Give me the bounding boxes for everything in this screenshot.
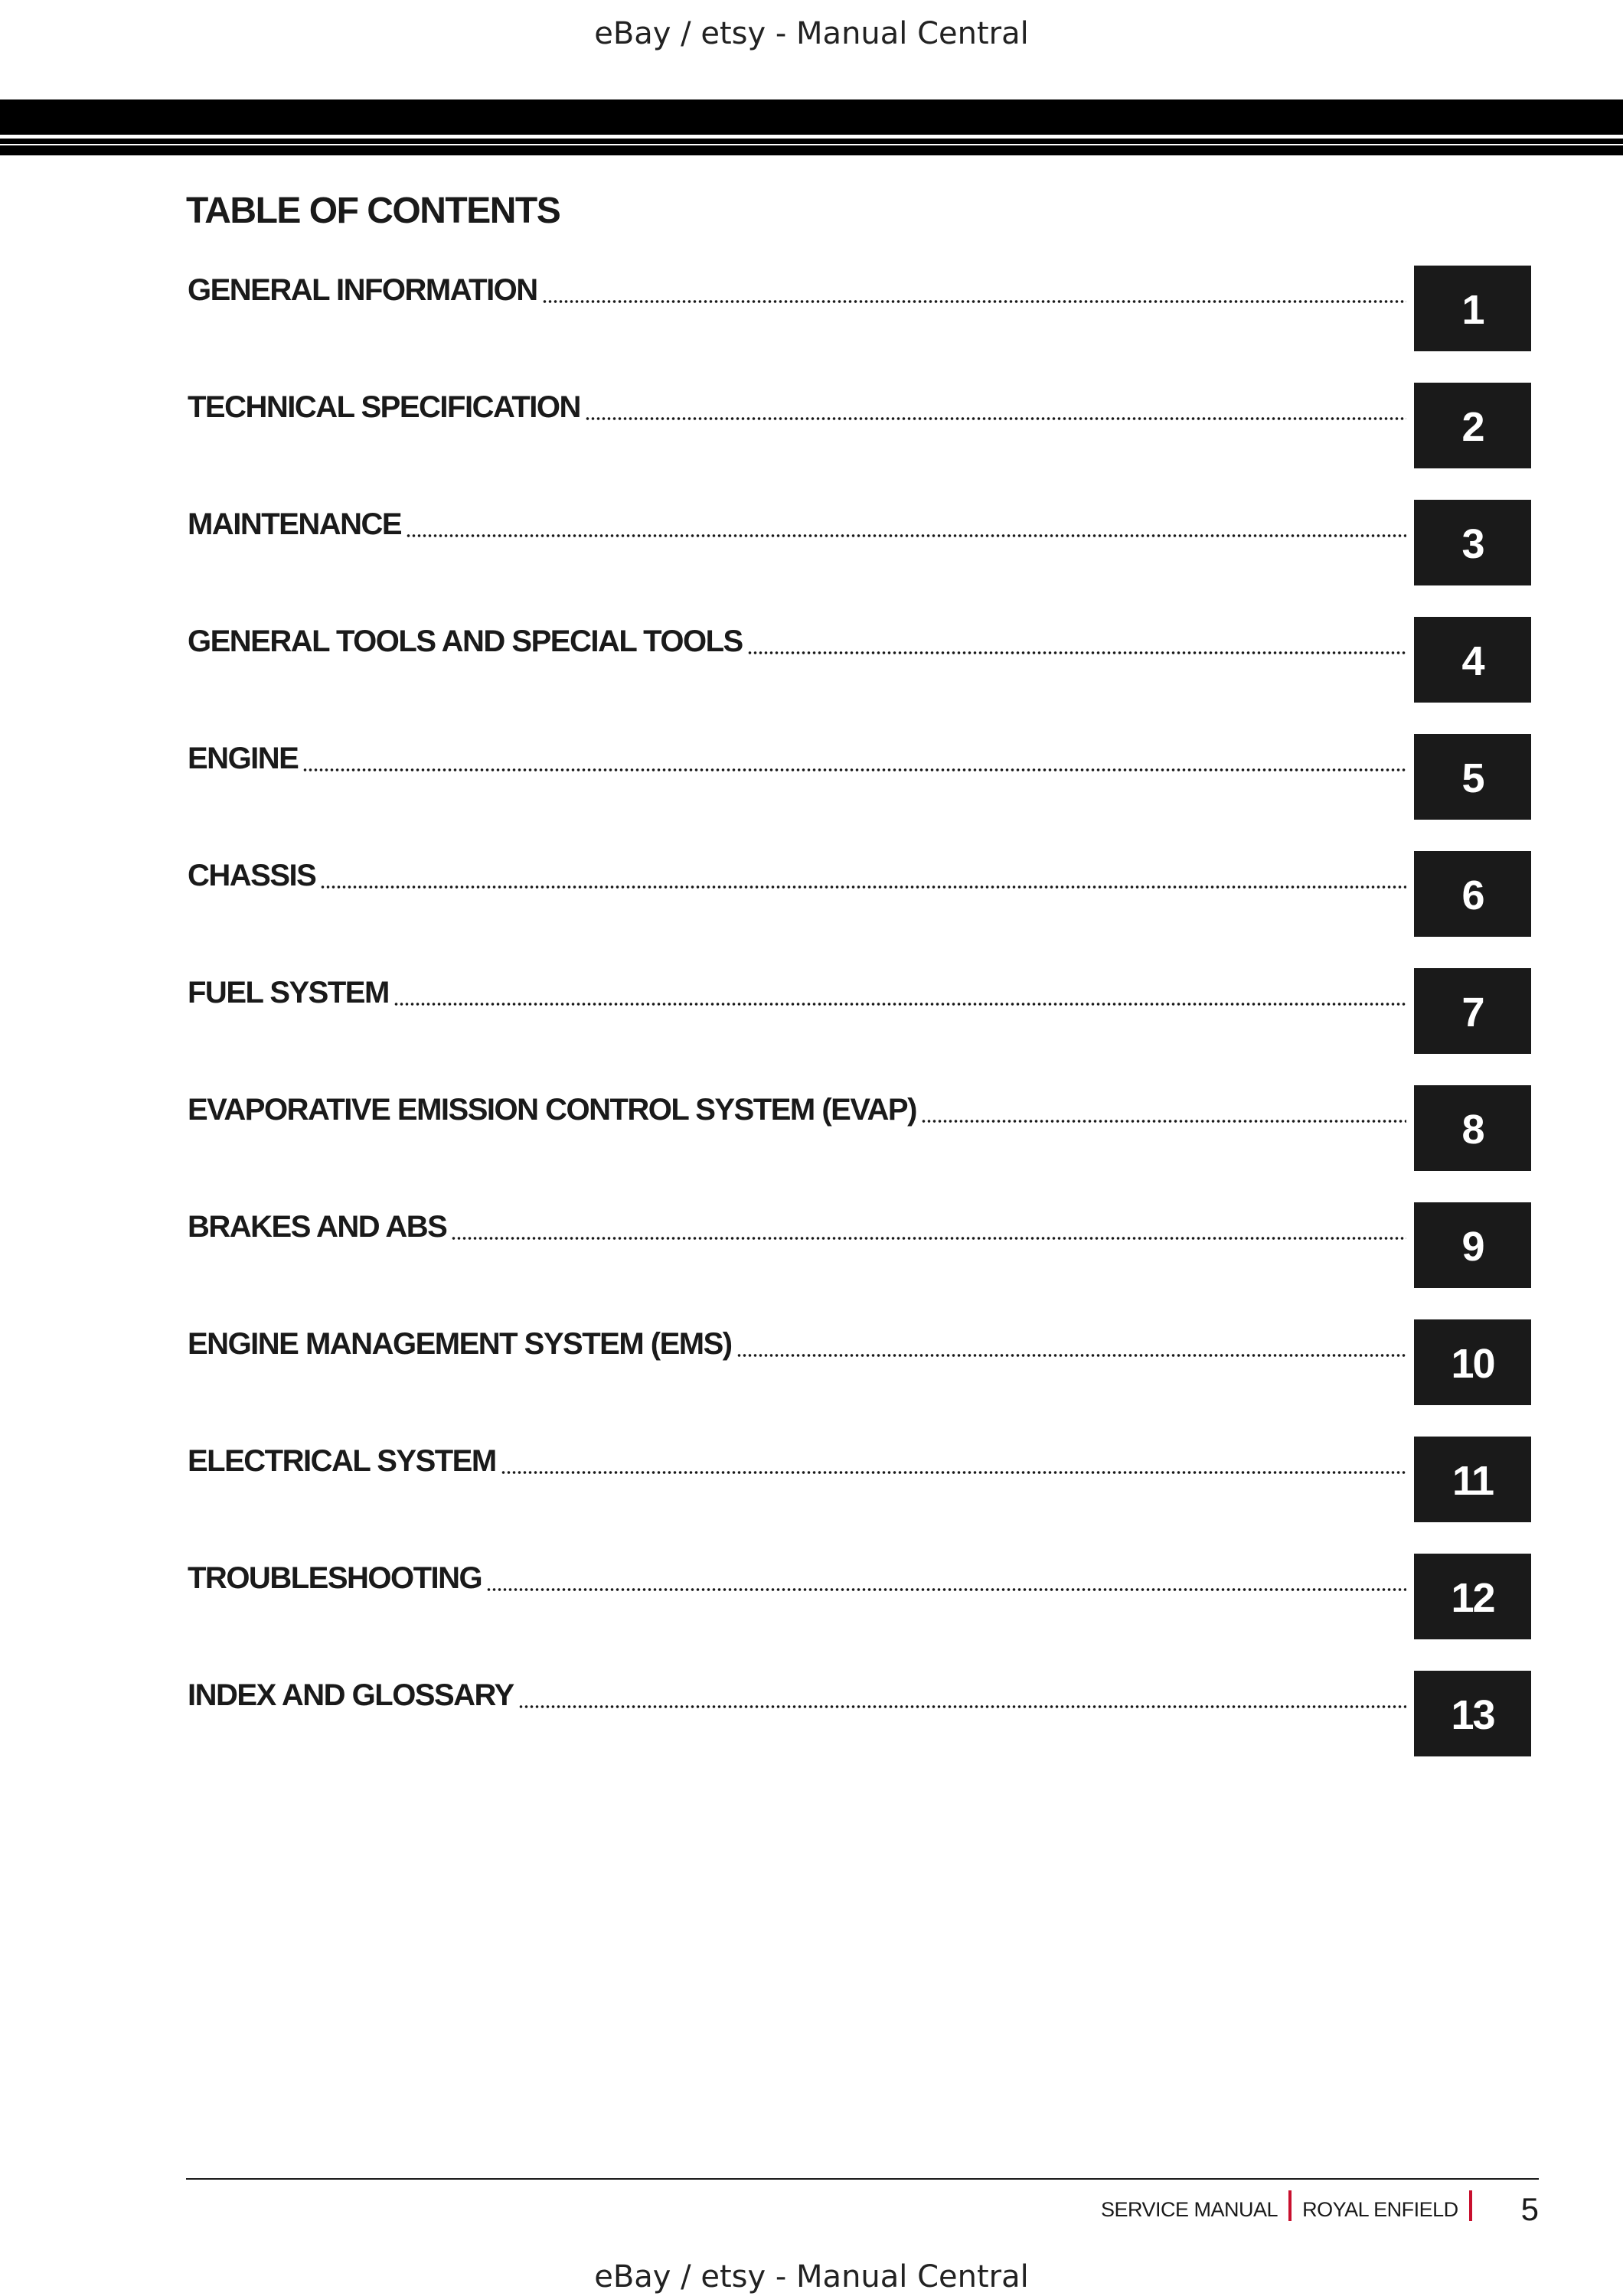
toc-entry[interactable] xyxy=(188,617,1531,703)
toc-entry-label: GENERAL INFORMATION xyxy=(188,273,537,307)
header-band-thin xyxy=(0,139,1623,144)
page-footer xyxy=(1101,2190,1539,2229)
toc-entry[interactable] xyxy=(188,1085,1531,1171)
watermark-top: eBay / etsy - Manual Central xyxy=(594,16,1029,51)
chapter-number-tab[interactable]: 10 xyxy=(1414,1319,1531,1405)
toc-entry-label: ELECTRICAL SYSTEM xyxy=(188,1444,496,1478)
toc-entry-label: ENGINE xyxy=(188,742,299,775)
toc-entry[interactable] xyxy=(188,1554,1531,1639)
chapter-number-tab[interactable]: 12 xyxy=(1414,1554,1531,1639)
chapter-number-tab[interactable]: 13 xyxy=(1414,1671,1531,1756)
dot-leader xyxy=(451,1237,1406,1240)
chapter-number-tab[interactable]: 4 xyxy=(1414,617,1531,703)
footer-manual-label: SERVICE MANUAL xyxy=(1101,2197,1278,2221)
dot-leader xyxy=(585,417,1406,420)
toc-entry[interactable] xyxy=(188,266,1531,351)
chapter-number-tab[interactable]: 1 xyxy=(1414,266,1531,351)
dot-leader xyxy=(736,1354,1406,1357)
dot-leader xyxy=(921,1120,1406,1123)
toc-entry[interactable] xyxy=(188,500,1531,585)
toc-entry[interactable] xyxy=(188,1437,1531,1522)
toc-entry[interactable] xyxy=(188,383,1531,468)
toc-entry[interactable] xyxy=(188,1671,1531,1756)
toc-entry-label: FUEL SYSTEM xyxy=(188,976,389,1009)
toc-entry-label: BRAKES AND ABS xyxy=(188,1210,447,1244)
footer-brand-label: ROYAL ENFIELD xyxy=(1302,2197,1458,2221)
toc-entry[interactable] xyxy=(188,734,1531,820)
page-title: TABLE OF CONTENTS xyxy=(186,191,560,231)
page-number: 5 xyxy=(1520,2191,1539,2227)
toc-entry[interactable] xyxy=(188,1202,1531,1288)
chapter-number-tab[interactable]: 3 xyxy=(1414,500,1531,585)
toc-entry-label: ENGINE MANAGEMENT SYSTEM (EMS) xyxy=(188,1327,732,1361)
dot-leader xyxy=(320,885,1406,889)
footer-rule xyxy=(186,2178,1539,2180)
toc-entry-label: MAINTENANCE xyxy=(188,507,402,541)
dot-leader xyxy=(518,1705,1406,1708)
footer-separator xyxy=(1288,2190,1292,2221)
footer-separator xyxy=(1469,2190,1472,2221)
dot-leader xyxy=(542,300,1406,303)
chapter-number-tab[interactable]: 8 xyxy=(1414,1085,1531,1171)
chapter-number-tab[interactable]: 2 xyxy=(1414,383,1531,468)
toc-entry-label: TROUBLESHOOTING xyxy=(188,1561,482,1595)
dot-leader xyxy=(406,534,1406,537)
toc-entry-label: EVAPORATIVE EMISSION CONTROL SYSTEM (EVAP) xyxy=(188,1093,916,1127)
toc-entry[interactable] xyxy=(188,851,1531,937)
dot-leader xyxy=(501,1471,1406,1474)
chapter-number-tab[interactable]: 11 xyxy=(1414,1437,1531,1522)
chapter-number-tab[interactable]: 6 xyxy=(1414,851,1531,937)
chapter-number-tab[interactable]: 7 xyxy=(1414,968,1531,1054)
dot-leader xyxy=(486,1588,1406,1591)
toc-entry-label: INDEX AND GLOSSARY xyxy=(188,1678,514,1712)
toc-entry-label: CHASSIS xyxy=(188,859,316,892)
chapter-number-tab[interactable]: 9 xyxy=(1414,1202,1531,1288)
toc-entry[interactable] xyxy=(188,1319,1531,1405)
header-band-thin xyxy=(0,145,1623,155)
toc-entry[interactable] xyxy=(188,968,1531,1054)
dot-leader xyxy=(302,768,1406,771)
toc-entry-label: TECHNICAL SPECIFICATION xyxy=(188,390,580,424)
toc-entry-label: GENERAL TOOLS AND SPECIAL TOOLS xyxy=(188,625,743,658)
header-band-thick xyxy=(0,99,1623,135)
watermark-bottom: eBay / etsy - Manual Central xyxy=(594,2259,1029,2294)
dot-leader xyxy=(747,651,1406,654)
chapter-number-tab[interactable]: 5 xyxy=(1414,734,1531,820)
dot-leader xyxy=(394,1003,1406,1006)
